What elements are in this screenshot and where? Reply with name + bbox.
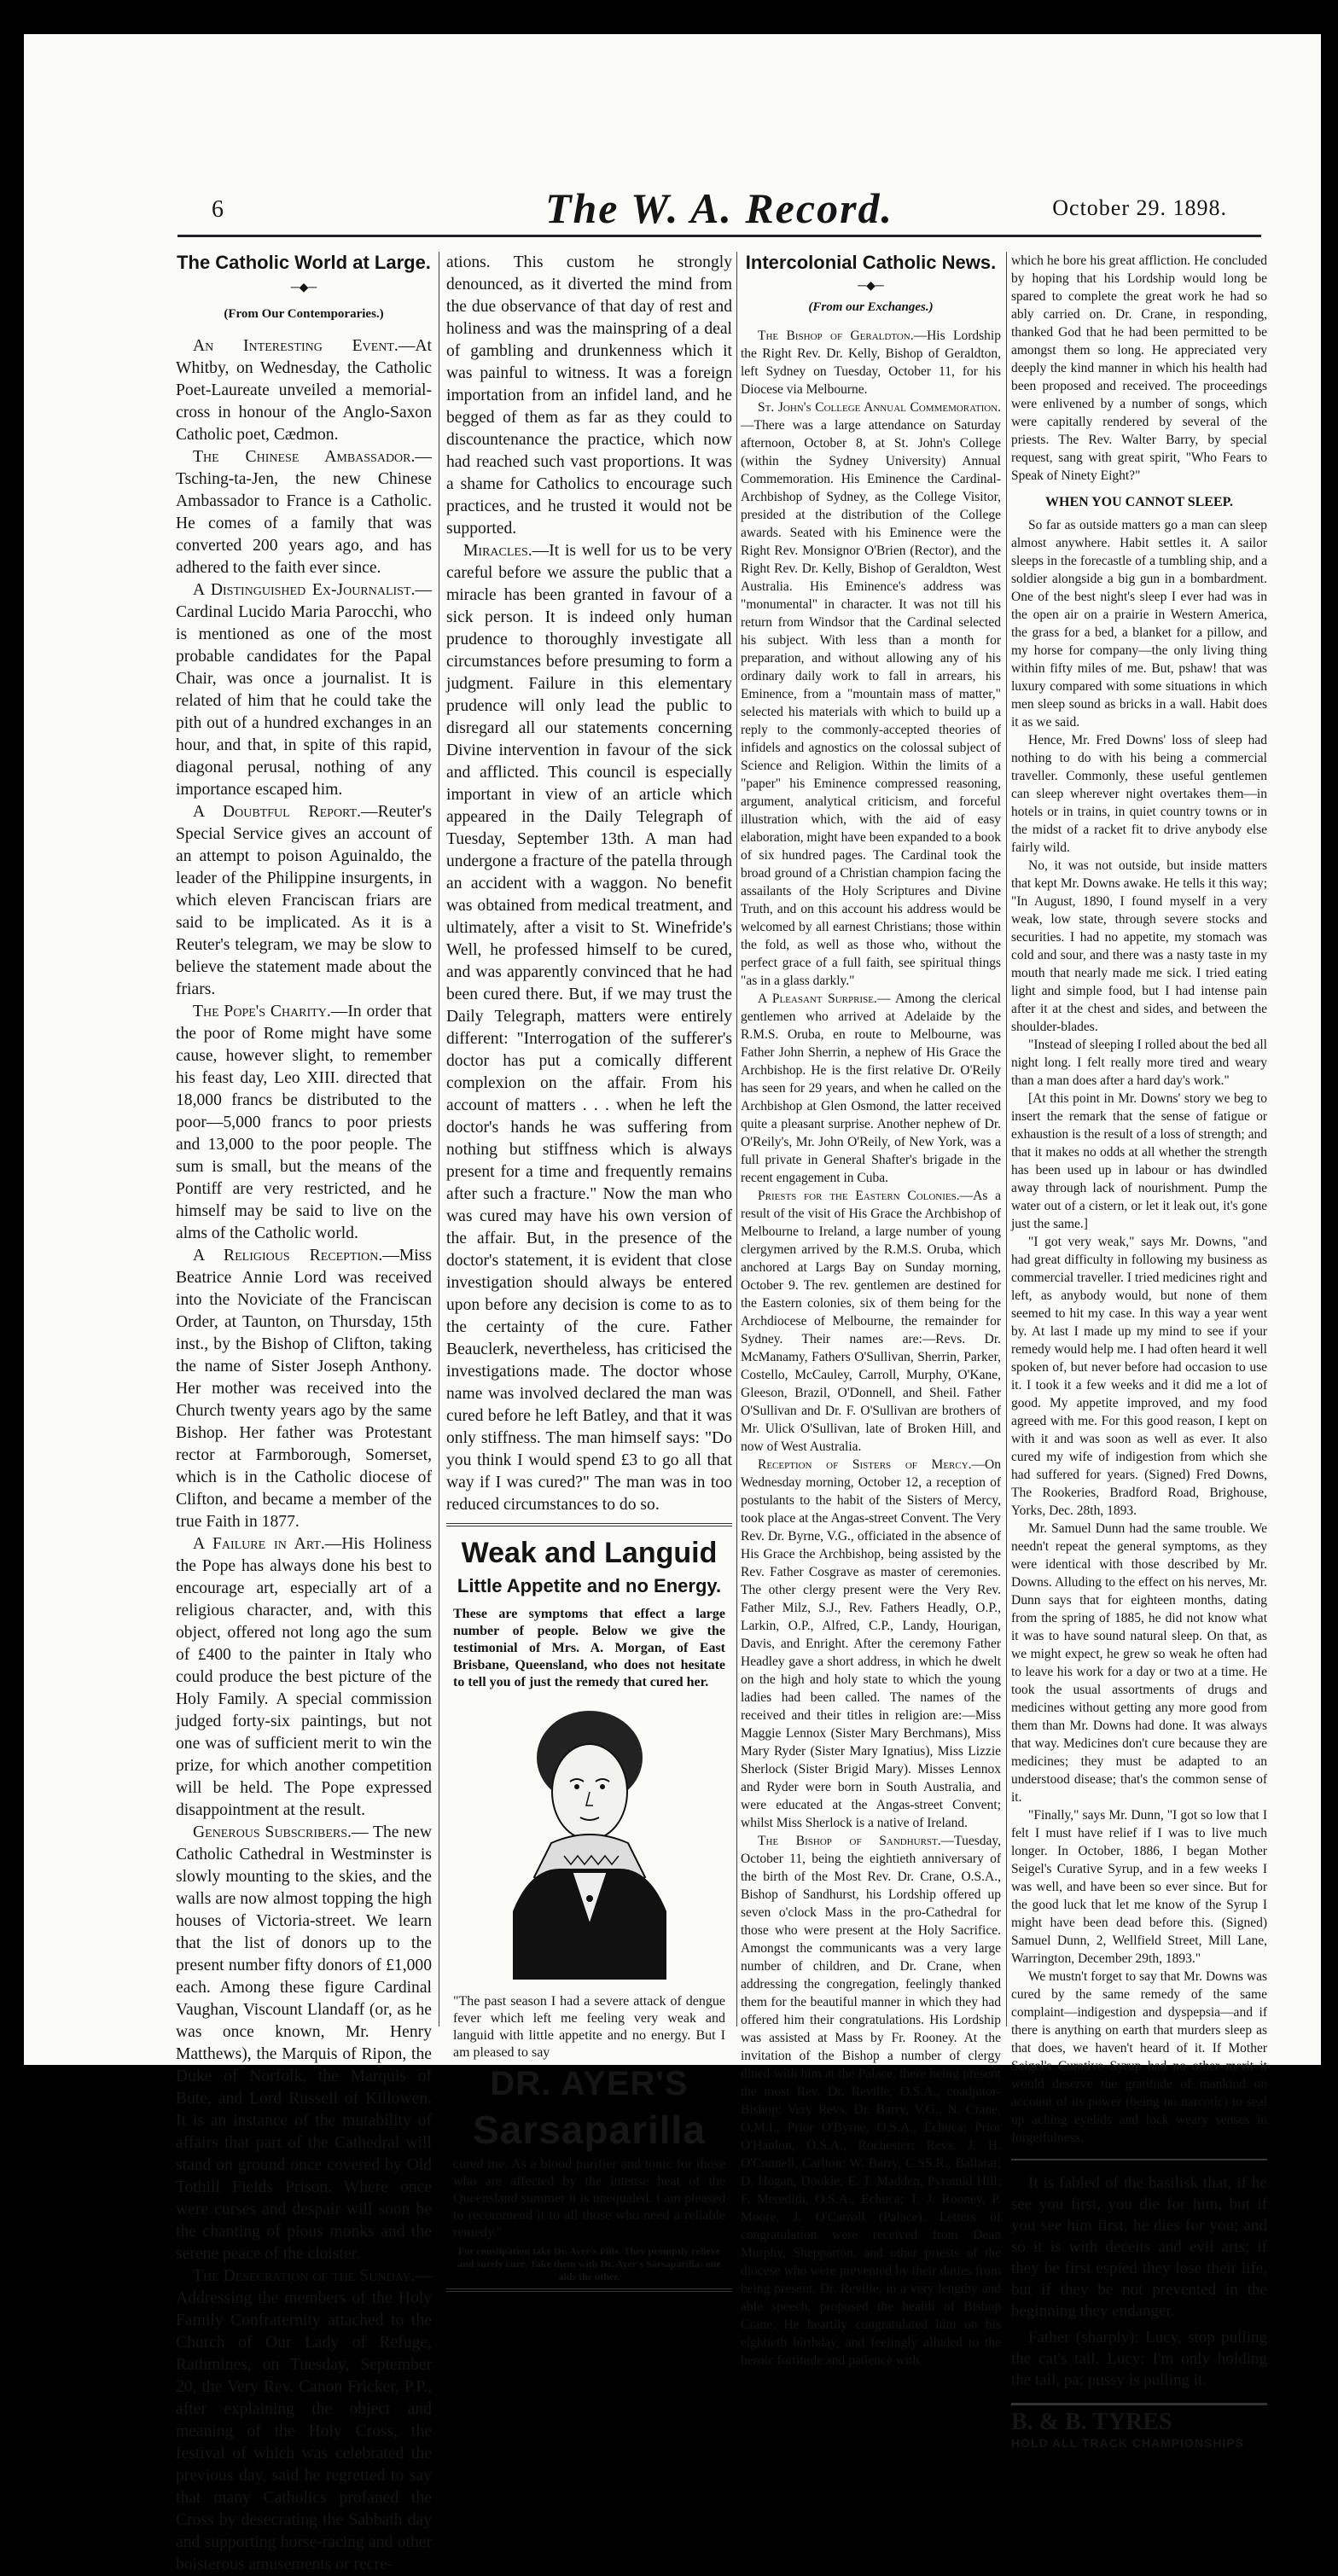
ad-product-name: Sarsaparilla: [473, 2108, 706, 2152]
article-lead: A Failure in Art.: [193, 1535, 325, 1553]
article: [741, 398, 1001, 990]
advertisement-sarsaparilla: [446, 1523, 732, 2292]
article-lead: The Desecration of the Sunday.: [193, 2267, 416, 2285]
article-text: — Among the clerical gentlemen who arrived at Adelaide by the R.M.S. Oruba, en route to Melbourne, was Father John Sherrin, a nephew of His Grace the Archbishop. He is the first relative Dr. O'Reily has seen for 29 years, and when he called on the Archbishop at Glen Osmond, the latter received quite a pleasant surprise. Another nephew of Dr. O'Reily's, Mr. John O'Reily, of New York, was a full private in General Shafter's brigade in the recent engagement in Cuba.: [741, 991, 1002, 1185]
column-sleep-article: [1011, 252, 1267, 2450]
article-text: —At Whitby, on Wednesday, the Catholic Poet-Laureate unveiled a memorial-cross in honour of the Anglo-Saxon Catholic poet, Cædmon.: [176, 337, 432, 444]
section-title: The Catholic World at Large.: [177, 252, 431, 273]
article-lead: St. John's College Annual Commemoration.: [758, 400, 1001, 415]
article: [176, 1822, 432, 2265]
article-heading: WHEN YOU CANNOT SLEEP.: [1045, 495, 1233, 509]
newspaper-page: [24, 34, 1321, 2573]
article: [176, 1001, 432, 1245]
article: [176, 801, 432, 1001]
article: [176, 579, 432, 801]
article: [176, 2265, 432, 2576]
column-rule: [1006, 252, 1007, 2026]
article-lead: A Pleasant Surprise.: [758, 991, 877, 1006]
article-text: Mr. Samuel Dunn had the same trouble. We needn't repeat the general symptoms, as they were identical with those described by Mr. Downs. Alluding to the effect on his nerves, Mr. Dunn says that for eighteen months, dating from the spring of 1885, he did not know what it was to have sound natural sleep. On that, as we might expect, he grew so weak he often had to leave his work for a day or two at a time. He took the usual assortments of drugs and medicines without getting any more good from them than Mr. Downs had done. It was always that way. Medicines don't cure because they are medicines; they must be adapted to an understood disease; that's the common sense of it.: [1011, 1521, 1267, 1805]
article: [446, 540, 732, 1516]
article-text: —As a result of the visit of His Grace the Archbishop of Melbourne to Ireland, a large number of young clergymen arrived by the R.M.S. Oruba, which anchored at Largs Bay on Sunday morning, October 9. The rev. gentlemen are destined for the Eastern colonies, six of them being for the Archdiocese of Melbourne, the remainder for Sydney. Their names are:—Revs. Dr. McManamy, Fathers O'Sullivan, Sherrin, Parker, Costello, McCauley, Carroll, Murphy, O'Kane, Gleeson, Brazil, O'Donnell, and Sheil. Father O'Sullivan and Dr. F. O'Sullivan are brothers of Mr. Ulick O'Sullivan, late of Broken Hill, and now of West Australia.: [741, 1189, 1002, 1454]
woman-portrait-illustration: [492, 1698, 688, 1980]
column-miracles-ad: [446, 252, 732, 2282]
issue-date: October 29. 1898.: [1052, 195, 1227, 220]
ad-brand-name: DR. AYER'S: [490, 2065, 689, 2102]
ad-fine-print: For constipation take Dr. Ayer's Pills. They promptly relieve and surely cure. Take them with Dr. Ayer's Sarsaparilla: one aids the other.: [457, 2245, 721, 2282]
article: [741, 1187, 1001, 1456]
article-text: —Tuesday, October 11, being the eightieth anniversary of the birth of the Most Rev. Dr. Crane, O.S.A., Bishop of Sandhurst, his Lordship offered up seven o'clock Mass in the pro-Cathedral for those who were present at the Holy Sacrifice. Amongst the communicants was a very large number of children, and Dr. Crane, when addressing the congregation, feelingly thanked them for the beautiful manner in which they had offered him their congratulations. His Lordship was assisted at Mass by Fr. Rooney. At the invitation of the Bishop a number of clergy dined with him at the Palace, there being present the most Rev. Dr. Reville, O.S.A., coadjutor-Bishop; Very Revs. Dr. Barry, V.G., N. Crane, O.M.I., Prior O'Byrne, O.S.A., Echuca; Prior O'Hanlon, O.S.A., Rochester; Revs. J. H. O'Connell, Carlton; W. Barry, C.SS.R., Ballarat; D. Hogan, Dookie; E. J. Madden, Pyramid Hill; F. Meredith, O.S.A., Echuca; T. J. Rooney, P. Moore, J. O'Carroll (Palace). Letters of congratulation were received from Dean Murphy, Shepparton, and other priests of the diocese who were prevented by their duties from being present. Dr. Reville, in a very lengthy and able speech, proposed the health of Bishop Crane. He heartily congratulated him on his eightieth birthday, and feelingly alluded to the heroic fortitude and patience with: [741, 1834, 1001, 2368]
article-text: [At this point in Mr. Downs' story we beg to insert the remark that the sense of fatigue or exhaustion is the result of a loss of strength; and that it makes no odds at all whether the strength has been used up in labour or has dwindled away through lack of nourishment. Pump the water out of a cistern, or let it leak out, it's gone just the same.]: [1011, 1091, 1267, 1231]
article-text: We mustn't forget to say that Mr. Downs was cured by the same remedy of the same complaint—indigestion and dyspepsia—and if there is anything on earth that murders sleep as that does, we haven't heard of it. If Mother Seigel's Curative Syrup had no other merit it would deserve the gratitude of mankind on account of its power (being no narcotic) to seal up aching eyelids and lock weary senses in forgetfulness.: [1011, 1969, 1267, 2145]
article-text: —Addressing the members of the Holy Family Confraternity attached to the Church of Our Lady of Refuge, Rathmines, on Tuesday, September 20, the Very Rev. Canon Fricker, P.P., after explaining the object and meaning of the Holy Cross, the festival of which was celebrated the previous day, said he regretted to say that many Catholics profaned the Cross by desecrating the Sabbath day and supporting horse-racing and other boisterous amusements or recre-: [176, 2267, 432, 2573]
ad-testimonial-end: cured me. As a blood purifier and tonic for those who are affected by the intense heat of the Queensland summer it is unequaled. I am pleased to recommend it to all those who need a reliable remedy.": [453, 2157, 725, 2240]
article-text: —Reuter's Special Service gives an account of an attempt to poison Aguinaldo, the leader of the Philippine insurgents, in which eleven Franciscan friars are said to be implicated. As it is a Reuter's telegram, we may be slow to believe the statement made about the friars.: [176, 803, 432, 998]
article-text: No, it was not outside, but inside matters that kept Mr. Downs awake. He tells it this way; "In August, 1890, I found myself in a very weak, low state, through severe stocks and securities. I had no appetite, my stomach was cold and sour, and there was a nasty taste in my mouth that nearly made me sick. I tried eating light and simple food, but I had intense pain after it at the chest and sides, and between the shoulder-blades.: [1011, 858, 1267, 1034]
page-header: [177, 183, 1261, 237]
section-source: (From Our Contemporaries.): [224, 307, 384, 321]
article-text: "I got very weak," says Mr. Downs, "and had great difficulty in following my business as commercial traveller. I tried medicines right and left, as anybody would, but none of them seemed to hit my case. In this way a year went by. At last I made up my mind to see if your remedy would help me. I had often heard it well spoken of, but never before had occasion to use it. I took it a few weeks and it did me a lot of good. My appetite improved, and my food agreed with me. For this good reason, I kept on with it and was soon as well as ever. It also cured my wife of indigestion from which she had suffered for years. (Signed) Fred Downs, The Rookeries, Bradford Road, Brighouse, Yorks, Dec. 28th, 1893.: [1011, 1235, 1267, 1518]
column-intercolonial-news: [741, 252, 1002, 2368]
article: [741, 1832, 1001, 2370]
article-text: —It is well for us to be very careful before we assure the public that a miracle has been granted in favour of a sick person. It is indeed only human prudence to thoroughly investigate all circumstances before presuming to form a judgment. Failure in this elementary prudence will only lead the public to disregard all our statements concerning Divine intervention in favour of the sick and afflicted. This council is especially important in view of an article which appeared in the Daily Telegraph of Tuesday, September 13th. A man had undergone a fracture of the patella through an accident with a waggon. No benefit was obtained from medical treatment, and ultimately, after a visit to St. Winefride's Well, he professed himself to be cured, and was apparently convinced that he had been cured there. But, if we may trust the Daily Telegraph, matters were entirely different: "Interrogation of the sufferer's doctor has put a comically different complexion on the affair. From his account of matters . . . when he left the doctor's hands he was suffering from nothing but stiffness which is always present for a time and frequently remains after such a fracture." Now the man who was cured may have his own version of the affair. But, in the presence of the doctor's statement, it is evident that close investigation should always be entered upon before any decision is come to as to the certainty of the cure. Father Beauclerk, nevertheless, has criticised the investigations made. The doctor whose name was involved declared the man was cured before he left Batley, and that it was only stiffness. The man himself says: "Do you think I would spend £3 to go all that way if I was cured?" The man was in too reduced circumstances to do so.: [446, 542, 732, 1514]
fable-text: It is fabled of the basilisk that, if he see you first, you die for him, but if you see him first, he dies for you; and so it is with deceits and evil arts; if they be first espied they lose their life, but if they be not prevented in the beginning they endanger.: [1011, 2159, 1267, 2322]
joke-text: Father (sharply): Lucy, stop pulling the cat's tail. Lucy: I'm only holding the tail, pa; pussy is pulling it.: [1011, 2329, 1267, 2389]
article-text: ations. This custom he strongly denounced, as it diverted the mind from the due observance of that day of rest and holiness and was the mainspring of a deal of gambling and drunkenness which it was painful to witness. It was a foreign importation from an infidel land, and he begged of them as far as they could to discountenance the practice, which now had reached such vast proportions. It was a shame for Catholics to encourage such practices, and he trusted it would not be supported.: [446, 253, 732, 538]
article: [741, 327, 1001, 398]
article-text: "Instead of sleeping I rolled about the bed all night long. I felt really more tired and weary than a man does after a hard day's work.": [1011, 1038, 1267, 1088]
ad-heading: Weak and Languid: [461, 1537, 718, 1569]
article: [741, 990, 1001, 1187]
article-text: —There was a large attendance on Saturday afternoon, October 8, at St. John's College (within the Sydney University) Annual Commemoration. His Eminence the Cardinal-Archbishop of Sydney, as the College Visitor, presided at the distribution of the College awards. Seated with his Eminence were the Right Rev. Monsignor O'Brien (Rector), and the Right Rev. Dr. Kelly, Bishop of Geraldton, West Australia. His Eminence's address was "monumental" in character. It was not till his return from Windsor that the Cardinal selected his subject. With less than a month for preparation, and without allowing any of his ordinary daily work to fall in arrears, his Eminence, from a "mountain mass of matter," selected his materials with which to build up a reply to the commonly-accepted theories of infidels and agnostics on the colossal subject of Science and Religion. Within the limits of a "paper" his Eminence compressed reasoning, argument, analytical criticism, and forceful illustration which, with the aid of easy elaboration, might have been expanded to a book of six hundred pages. The Cardinal took the broad ground of a Christian champion facing the assailants of the Holy Scriptures and Divine Truth, and on this account his address would be welcomed by all earnest Christians; those within the fold, as well as those who, without the perfect grace of a full faith, see spiritual things "as in a glass darkly.": [741, 418, 1001, 988]
article-text: which he bore his great affliction. He concluded by hoping that his Lordship would long be spared to complete the great work he had so ably carried on. Dr. Crane, in responding, thanked God that he had been permitted to be amongst them so long. He appreciated very deeply the kind manner in which his health had been proposed and received. The proceedings were enlivened by a number of songs, which were capitally rendered by several of the priests. The Rev. Walter Barry, by special request, sang with great spirit, "Who Fears to Speak of Ninety Eight?": [1011, 253, 1267, 483]
masthead: The W. A. Record.: [544, 184, 894, 232]
article-text: —On Wednesday morning, October 12, a reception of postulants to the habit of the Sisters of Mercy, took place at the Angas-street Convent. The Very Rev. Dr. Byrne, V.G., officiated in the absence of His Grace the Archbishop, being assisted by the Rev. Father Cosgrave as master of ceremonies. The other clergy present were the Very Rev. Father Milz, S.J., Rev. Fathers Headly, O.P., Larkin, O.P., Alfred, C.P., Landy, Hourigan, Davis, and Enright. After the ceremony Father Headley gave a short address, in which he dwelt on the high and holy state to which the young ladies had been called. The names of the received and their titles in religion are:—Miss Maggie Lennox (Sister Mary Berchmans), Miss Mary Ryder (Sister Mary Ignatius), Miss Lizzie Sherlock (Sister Brigid Mary). Misses Lennox and Ryder were born in South Australia, and were educated at the Angas-street Convent; whilst Miss Sherlock is a native of Ireland.: [741, 1457, 1001, 1830]
tyres-ad-name: B. & B. TYRES: [1011, 2403, 1267, 2436]
article-text: —His Lordship the Right Rev. Dr. Kelly, Bishop of Geraldton, left Sydney on Tuesday, October 11, for his Diocese via Melbourne.: [741, 329, 1001, 397]
article: [176, 446, 432, 579]
article: [741, 1456, 1001, 1832]
ornament-divider: ─◆─: [858, 280, 884, 293]
section-source: (From our Exchanges.): [808, 300, 934, 314]
article-lead: A Doubtful Report.: [193, 803, 362, 821]
column-rule: [736, 252, 737, 2026]
article-lead: A Distinguished Ex-Journalist.: [193, 581, 416, 599]
article-text: —Tsching-ta-Jen, the new Chinese Ambassador to France is a Catholic. He comes of a family that was converted 200 years ago, and has adhered to the faith ever since.: [176, 448, 432, 577]
article-lead: An Interesting Event.: [193, 337, 398, 355]
article-text: —His Holiness the Pope has always done his best to encourage art, especially art of a religious character, and, with this object, offered not long ago the sum of £400 to the painter in Italy who could produce the best picture of the Holy Family. A special commission judged forty-six paintings, but not one was of sufficient merit to win the prize, for which another competition will be held. The Pope expressed disappointment at the result.: [176, 1535, 432, 1819]
article: [176, 1245, 432, 1533]
article-text: —Cardinal Lucido Maria Parocchi, who is mentioned as one of the most probable candidates for the Papal Chair, was once a journalist. It is related of him that he could take the pith out of a hundred exchanges in an hour, and that, in spite of this rapid, diagonal perusal, nothing of any importance escaped him.: [176, 581, 432, 799]
article-text: So far as outside matters go a man can sleep almost anywhere. Habit settles it. A sailor sleeps in the forecastle of a tumbling ship, and a soldier alongside a big gun in a bombardment. One of the best night's sleep I ever had was in the open air on a prairie in Western America, the grass for a bed, a blanket for a pillow, and my horse for company—the only living thing within fifty miles of me. But, pshaw! that was luxury compared with some situations in which men sleep sound as bricks in a wall. Habit does it as we said.: [1011, 518, 1267, 730]
article-text: —Miss Beatrice Annie Lord was received into the Noviciate of the Franciscan Order, at Taunton, on Thursday, 15th inst., by the Bishop of Clifton, taking the name of Sister Joseph Anthony. Her mother was received into the Church twenty years ago by the same Bishop. Her father was Protestant rector at Farmborough, Somerset, which is in the Catholic diocese of Clifton, and became a member of the true Faith in 1877.: [176, 1247, 432, 1531]
article-lead: The Pope's Charity.: [193, 1003, 331, 1021]
ad-body: These are symptoms that effect a large number of people. Below we give the testimonial of Mrs. A. Morgan, of East Brisbane, Queensland, who does not hesitate to tell you of just the remedy that cured her.: [453, 1607, 725, 1689]
tyres-ad-tagline: HOLD ALL TRACK CHAMPIONSHIPS: [1011, 2436, 1244, 2450]
article-lead: Miracles.: [463, 542, 532, 560]
article: [176, 335, 432, 446]
section-title: Intercolonial Catholic News.: [745, 252, 997, 273]
page-number: 6: [212, 196, 224, 223]
article-text: — The new Catholic Cathedral in Westminster is slowly mounting to the skies, and the walls are now almost topping the high houses of Victoria-street. We learn that the list of donors up to the present number fifty donors of £1,000 each. Among these figure Cardinal Vaughan, Viscount Llandaff (or, as he was once known, Mr. Henry Matthews), the Marquis of Ripon, the Duke of Norfolk, the Marquis of Bute, and Lord Russell of Killowen. It is an instance of the mutability of affairs that part of the Cathedral will stand on ground once covered by Old Tothill Fields Prison. Where once were curses and despair will soon be the chanting of pious monks and the serene peace of the cloister.: [176, 1823, 432, 2263]
article-lead: Priests for the Eastern Colonies.: [758, 1189, 960, 1203]
article-lead: Generous Subscribers.: [193, 1823, 352, 1841]
article-text: Hence, Mr. Fred Downs' loss of sleep had nothing to do with his being a commercial traveller. Commonly, these useful gentlemen can sleep wherever night overtakes them—in hotels or in trains, in quiet country towns or in the midst of a racket fit to drive anybody else fairly wild.: [1011, 733, 1267, 855]
column-catholic-world: [176, 252, 432, 2573]
article-lead: A Religious Reception.: [193, 1247, 383, 1265]
article-lead: The Bishop of Sandhurst.: [758, 1834, 941, 1848]
ad-testimonial: "The past season I had a severe attack of dengue fever which left me feeling very weak and languid with little appetite and no energy. But I am pleased to say: [453, 1994, 725, 2060]
article-lead: Reception of Sisters of Mercy.: [758, 1457, 972, 1472]
article-lead: The Chinese Ambassador.: [193, 448, 416, 466]
article-lead: The Bishop of Geraldton.: [758, 329, 914, 343]
ornament-divider: ─◆─: [290, 282, 317, 294]
article-text: "Finally," says Mr. Dunn, "I got so low that I felt I must have relief if I was to live much longer. In October, 1886, I began Mother Seigel's Curative Syrup, and in a few weeks I was well, and have been so ever since. But for the good luck that let me know of the Syrup I might have been dead before this. (Signed) Samuel Dunn, 2, Wellfield Street, Mill Lane, Warrington, December 29th, 1893.": [1011, 1808, 1267, 1966]
ad-subheading: Little Appetite and no Energy.: [457, 1575, 722, 1596]
article-text: —In order that the poor of Rome might have some cause, however slight, to remember his feast day, Leo XIII. directed that 18,000 francs be distributed to the poor—5,000 francs to poor priests and 13,000 to the poor people. The sum is small, but the means of the Pontiff are very restricted, and he himself may be said to live on the alms of the Catholic world.: [176, 1003, 432, 1242]
article: [176, 1533, 432, 1822]
